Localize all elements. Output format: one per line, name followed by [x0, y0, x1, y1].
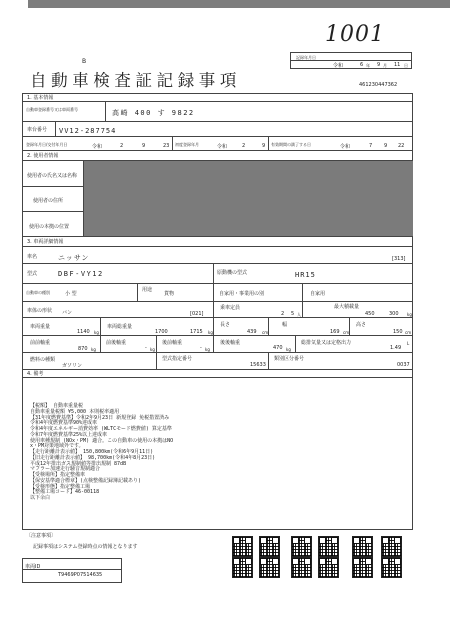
qr-code-icon — [291, 536, 312, 557]
vehicle-id-label: 車両ID — [25, 564, 41, 570]
fuel-label: 燃料の種類 — [30, 357, 56, 363]
length-value: 439 — [247, 329, 257, 335]
kind-value: 小 型 — [65, 291, 77, 297]
qr-code-icon — [259, 536, 280, 557]
vin-value: VV12-287754 — [59, 127, 117, 135]
height-value: 150 — [393, 329, 403, 335]
model-label: 型式 — [27, 271, 38, 277]
use-class-value: 自家用 — [310, 291, 326, 297]
first-reg-date-label: 初度登録年月 — [175, 142, 199, 147]
class-no-value: 0037 — [397, 362, 410, 368]
section-3-label: 3. 車両詳細情報 — [27, 239, 64, 245]
rear-axle2-label: 後後軸重 — [220, 340, 241, 346]
use-value: 貨物 — [164, 291, 175, 297]
first-reg-label: 登録年月日/交付年月日 — [26, 142, 68, 147]
max-load-value: 450 — [365, 311, 375, 317]
qr-code-icon — [352, 557, 373, 578]
notice-label: 〔注意事項〕 — [26, 533, 57, 539]
width-label: 幅 — [282, 322, 288, 328]
body-value: バン — [62, 310, 73, 316]
class-no-label: 類別区分番号 — [274, 356, 305, 362]
max-load-value-2: 300 — [389, 311, 399, 317]
record-date-year: 6 — [360, 62, 364, 68]
qr-code-icon — [232, 536, 253, 557]
user-base-label: 使用の本拠の位置 — [29, 224, 70, 230]
section-1-label: 1. 基本情報 — [27, 95, 54, 101]
displacement-label: 総排気量又は定格出力 — [301, 340, 352, 346]
section-4-label: 4. 備考 — [27, 371, 44, 377]
vin-label: 車台番号 — [27, 127, 48, 133]
section-2-label: 2. 使用者情報 — [27, 153, 59, 159]
rear-axle-label: 後前軸重 — [162, 340, 183, 346]
rear-axle2-value: 470 — [273, 345, 283, 351]
scan-top-bar — [28, 0, 450, 8]
use-class-label: 自家用・事業用の別 — [219, 291, 265, 297]
document-number: 461230447362 — [359, 82, 398, 88]
maker-code: [313] — [392, 256, 406, 262]
capacity-label: 乗車定員 — [220, 305, 241, 311]
front-axle2-label: 前後軸重 — [106, 340, 127, 346]
expiry-label: 有効期間の満了する日 — [271, 142, 311, 147]
front-axle-value: 870 — [78, 346, 88, 352]
user-name-label: 使用者の氏名又は名称 — [27, 173, 78, 179]
displacement-value: 1.49 — [390, 345, 402, 351]
capacity-value-2: 5 — [291, 311, 295, 317]
title-mark: B — [82, 58, 87, 65]
record-date-label: 記録年月日 — [296, 55, 316, 60]
user-address-label: 使用者の住所 — [33, 198, 64, 204]
width-value: 169 — [330, 329, 340, 335]
record-date-day: 11 — [394, 62, 401, 68]
engine-label: 原動機の型式 — [217, 270, 248, 276]
handwritten-number: 1001 — [325, 22, 385, 47]
kind-label: 自動車の種別 — [26, 290, 50, 295]
vehicle-id-box — [22, 558, 122, 583]
qr-code-icon — [318, 557, 339, 578]
qr-code-icon — [318, 536, 339, 557]
qr-code-icon — [352, 536, 373, 557]
max-load-label: 最大積載量 — [334, 304, 360, 310]
remarks-text: 【税額】 自動車重量税 自動車重量税額 ¥5,000 本則税率適用 【31年度燃費基準】令和2年9月23日 新規登録 免税措置済み 令和4年度燃費基準90%達成車 令和4年度エネルギー消費効率 (WLTCモード燃費値) 算定基準 令和7年度燃費基準25%以上達成車 使用車種規制 (NOx・PM) 適合。この自動車の使用の本拠はNO x・PM対策地域外です。 【走行距離計表示値】 150,800km(令和6年9月11日) 【旧走行距離計表示値】 98,700km(令和4年8月23日) 平成12年排出ガス規制値等排出規制 87dB マフラー加速走行騒音規制適合 【受検場所】指定整備車 【保安基準適合標章】(点検整備記録簿記載あり) 【受検形態】指定整備工場 【整備工場コード】46-00118 以下余白 — [30, 403, 174, 501]
qr-code-icon — [381, 557, 402, 578]
length-label: 長さ — [220, 322, 231, 328]
reg-number: 高崎 400 す 9822 — [112, 109, 195, 117]
vehicle-id-value: T9469P07514635 — [58, 572, 103, 578]
fuel-value: ガソリン — [62, 363, 83, 369]
type-no-value: 15633 — [250, 362, 266, 368]
record-date-era: 令和 — [333, 63, 344, 69]
reg-label: 自動車登録番号又は車両番号 — [26, 107, 78, 112]
capacity-value: 2 — [281, 311, 285, 317]
gross-value: 1700 — [155, 329, 168, 335]
weight-value: 1140 — [77, 329, 90, 335]
body-code: [021] — [190, 311, 204, 317]
gross-label: 車両総重量 — [107, 324, 133, 330]
qr-code-icon — [381, 536, 402, 557]
model-value: DBF-VY12 — [58, 270, 104, 278]
qr-code-icon — [259, 557, 280, 578]
front-axle-label: 前前軸重 — [30, 340, 51, 346]
weight-label: 車両重量 — [30, 324, 51, 330]
gross-value-2: 1715 — [190, 329, 203, 335]
height-label: 高さ — [356, 322, 367, 328]
record-date-month: 9 — [377, 62, 381, 68]
qr-code-icon — [232, 557, 253, 578]
redacted-user-info — [84, 161, 413, 236]
body-label: 車体の形状 — [27, 308, 53, 314]
engine-value: HR15 — [295, 271, 316, 279]
qr-code-icon — [291, 557, 312, 578]
maker-value: ニッサン — [58, 254, 90, 262]
notice-text: 記録事項はシステム登録時点の情報となります — [33, 544, 138, 550]
use-label: 用途 — [142, 287, 153, 293]
maker-label: 車名 — [27, 254, 38, 260]
document-title: 自動車検査証記録事項 — [30, 71, 241, 90]
type-no-label: 型式指定番号 — [162, 356, 193, 362]
